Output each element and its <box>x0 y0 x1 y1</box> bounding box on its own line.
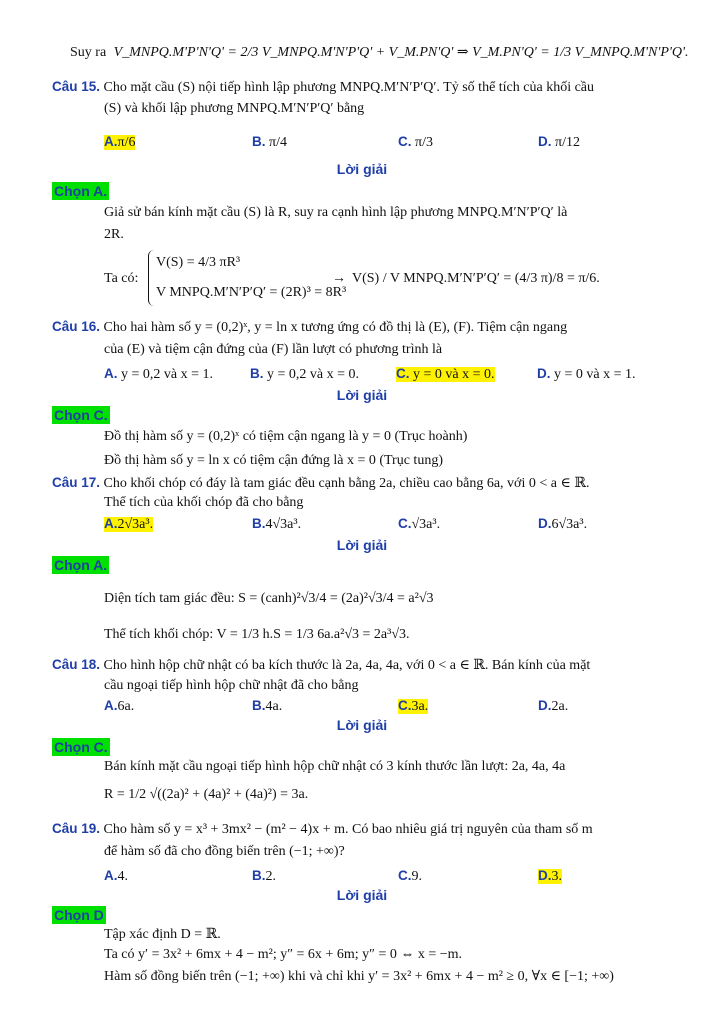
q15-sys2: V MNPQ.M′N′P′Q′ = (2R)³ = 8R³ <box>156 285 347 300</box>
q15-sys1: V(S) = 4/3 πR³ <box>156 255 241 270</box>
q15-sol2: 2R. <box>104 227 124 242</box>
q17-text2: Thể tích của khối chóp đã cho bằng <box>104 495 304 510</box>
q15-ta-co: Ta có: <box>104 271 139 286</box>
q16-text1: Cho hai hàm số y = (0,2)ˣ, y = ln x tương ứng có đồ thị là (E), (F). Tiệm cận ngang <box>103 320 568 335</box>
q19-sol3: Hàm số đồng biến trên (−1; +∞) khi và chỉ khi y′ = 3x² + 6mx + 4 − m² ≥ 0, ∀x ∈ [−1; +∞) <box>104 969 614 984</box>
q18-sol1: Bán kính mặt cầu ngoại tiếp hình hộp chữ nhật có 3 kính thước lần lượt: 2a, 4a, 4a <box>104 759 566 774</box>
q18-chon: Chọn C. <box>54 739 108 755</box>
q19-loi-giai: Lời giải <box>336 887 388 903</box>
q15-option-a: A.π/6 <box>104 134 136 150</box>
q16-sol1: Đồ thị hàm số y = (0,2)ˣ có tiệm cận ngang là y = 0 (Trục hoành) <box>104 429 468 444</box>
q15-text2: (S) và khối lập phương MNPQ.M′N′P′Q′ bằng <box>104 101 365 116</box>
q15-loi-giai: Lời giải <box>336 161 388 177</box>
q19-label: Câu 19. <box>52 821 101 836</box>
q19-option-d: D.3. <box>538 868 562 884</box>
q17-option-c: C.√3a³. <box>398 516 441 532</box>
intro-suy-ra: Suy ra <box>70 45 107 60</box>
q16-sol2: Đồ thị hàm số y = ln x có tiệm cận đứng là x = 0 (Trục tung) <box>104 453 443 468</box>
q18-option-a: A.6a. <box>104 698 135 714</box>
q19-option-b: B.2. <box>252 868 276 884</box>
q15-arrow: → <box>332 271 346 286</box>
q15-line1 <box>52 78 594 97</box>
q19-sol2: Ta có y′ = 3x² + 6mx + 4 − m²; y″ = 6x + 6m; y″ = 0 ⇔ x = −m. <box>104 947 463 962</box>
q17-sol1: Diện tích tam giác đều: S = (canh)²√3/4 = (2a)²√3/4 = a²√3 <box>104 591 434 606</box>
q17-line1 <box>52 474 589 493</box>
q15-system-brace <box>148 250 155 306</box>
q16-option-d: D. y = 0 và x = 1. <box>537 366 636 382</box>
q16-loi-giai: Lời giải <box>336 387 388 403</box>
q16-option-a: A. y = 0,2 và x = 1. <box>104 366 214 382</box>
q15-option-b: B. π/4 <box>252 134 287 150</box>
q16-text2: của (E) và tiệm cận đứng của (F) lần lượt có phương trình là <box>104 342 443 357</box>
q15-sol1: Giả sử bán kính mặt cầu (S) là R, suy ra cạnh hình lập phương MNPQ.M′N′P′Q′ là <box>104 205 568 220</box>
q17-label: Câu 17. <box>52 475 101 490</box>
q17-chon: Chọn A. <box>54 557 108 573</box>
q16-chon: Chọn C. <box>54 407 108 423</box>
q17-option-d: D.6√3a³. <box>538 516 588 532</box>
q19-line1 <box>52 820 593 839</box>
intro-line <box>70 44 689 62</box>
q17-option-b: B.4√3a³. <box>252 516 302 532</box>
q16-option-b: B. y = 0,2 và x = 0. <box>250 366 360 382</box>
q19-option-a: A.4. <box>104 868 128 884</box>
q18-option-c: C.3a. <box>398 698 429 714</box>
q18-option-d: D.2a. <box>538 698 569 714</box>
q16-option-c: C. y = 0 và x = 0. <box>396 366 495 382</box>
q16-label: Câu 16. <box>52 319 101 334</box>
q17-sol2: Thể tích khối chóp: V = 1/3 h.S = 1/3 6a.a²√3 = 2a³√3. <box>104 627 410 642</box>
q15-chon: Chọn A. <box>54 183 108 199</box>
q18-label: Câu 18. <box>52 657 101 672</box>
q19-chon: Chọn D <box>54 907 104 923</box>
q17-loi-giai: Lời giải <box>336 537 388 553</box>
q15-text1: Cho mặt cầu (S) nội tiếp hình lập phương MNPQ.M′N′P′Q′. Tỷ số thể tích của khối cầu <box>103 80 595 95</box>
q19-option-c: C.9. <box>398 868 422 884</box>
q19-text1: Cho hàm số y = x³ + 3mx² − (m² − 4)x + m. Có bao nhiêu giá trị nguyên của tham số m <box>103 822 593 837</box>
q15-option-d: D. π/12 <box>538 134 580 150</box>
q17-text1: Cho khối chóp có đáy là tam giác đều cạnh bằng 2a, chiều cao bằng 6a, với 0 < a ∈ ℝ. <box>103 476 590 491</box>
q18-loi-giai: Lời giải <box>336 717 388 733</box>
q15-label: Câu 15. <box>52 79 101 94</box>
q18-sol2: R = 1/2 √((2a)² + (4a)² + (4a)²) = 3a. <box>104 787 309 802</box>
q19-sol1: Tập xác định D = ℝ. <box>104 927 221 942</box>
q15-option-c: C. π/3 <box>398 134 433 150</box>
q15-ratio: V(S) / V MNPQ.M′N′P′Q′ = (4/3 π)/8 = π/6. <box>352 271 600 286</box>
q15-line2 <box>104 100 364 118</box>
q17-option-a: A.2√3a³. <box>104 516 154 532</box>
q18-line1 <box>52 656 590 675</box>
q16-line1 <box>52 318 567 337</box>
q19-text2: để hàm số đã cho đồng biến trên (−1; +∞)? <box>104 844 345 859</box>
intro-formula: V_MNPQ.M'P'N'Q' = 2/3 V_MNPQ.M'N'P'Q' + V_M.PN'Q' ⇒ V_M.PN'Q' = 1/3 V_MNPQ.M'N'P'Q'. <box>113 45 689 60</box>
q18-option-b: B.4a. <box>252 698 283 714</box>
q18-text2: cầu ngoại tiếp hình hộp chữ nhật đã cho bằng <box>104 678 359 693</box>
q18-text1: Cho hình hộp chữ nhật có ba kích thước là 2a, 4a, 4a, với 0 < a ∈ ℝ. Bán kính của mặt <box>103 658 591 673</box>
